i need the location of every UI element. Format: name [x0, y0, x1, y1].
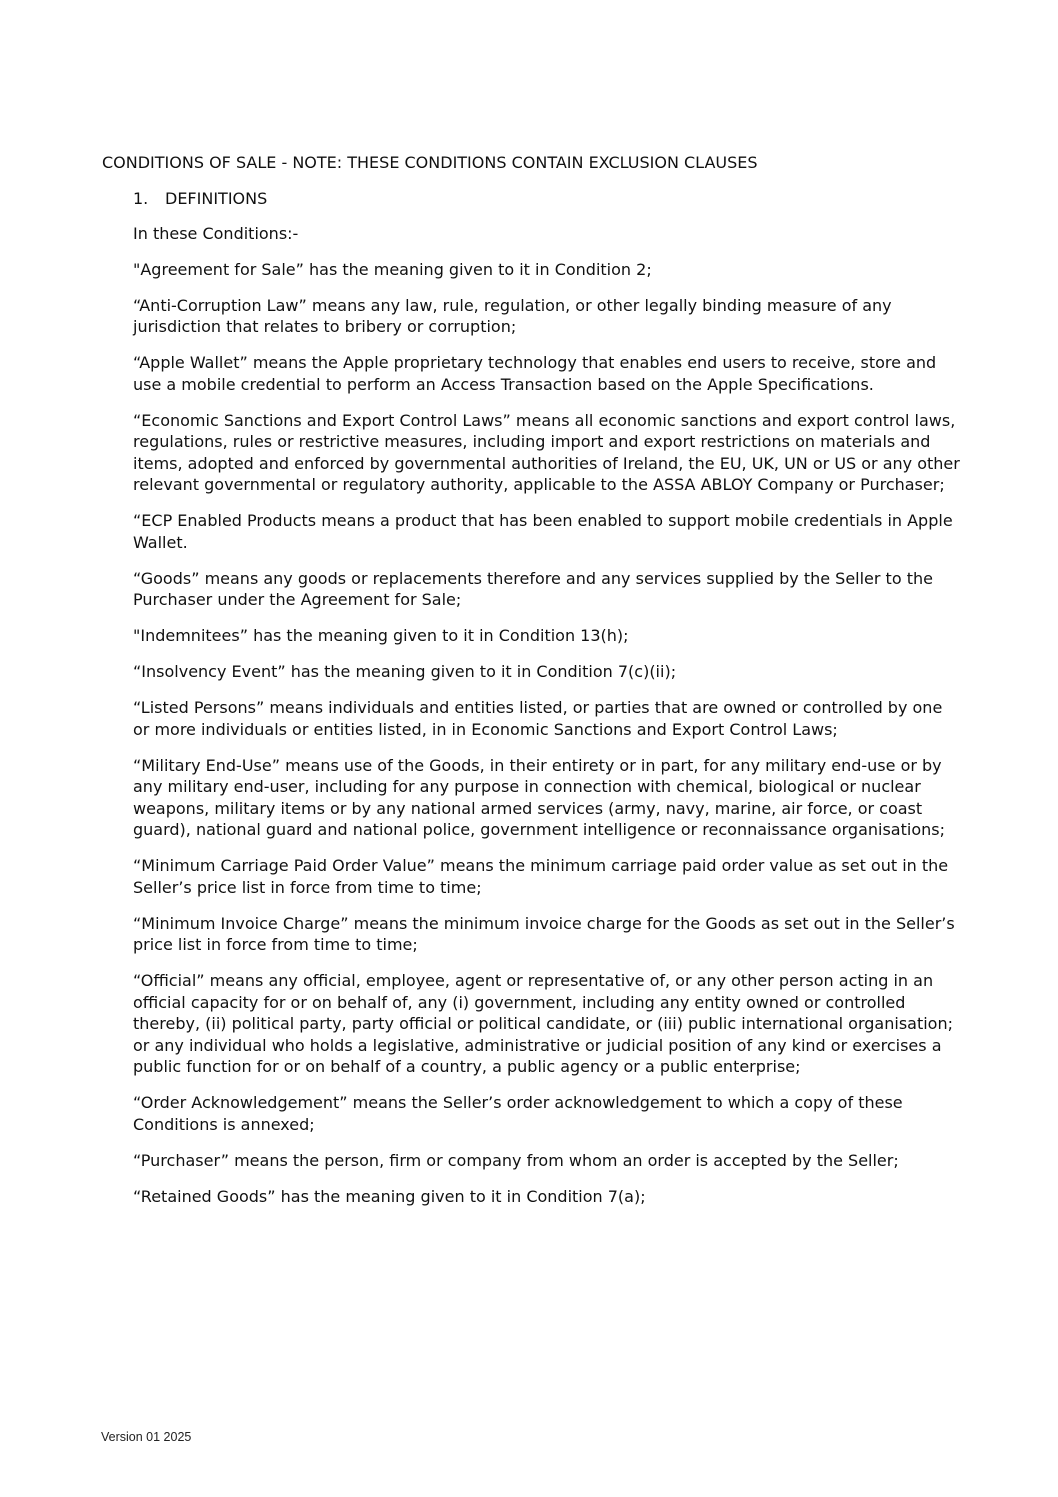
definition-minimum-carriage-paid-order-value: “Minimum Carriage Paid Order Value” means the minimum carriage paid order value as set out in the Seller’s price list in force from time to time; [133, 856, 949, 897]
section-heading [133, 188, 267, 209]
definition-goods: “Goods” means any goods or replacements therefore and any services supplied by the Seller to the Purchaser under the Agreement for Sale; [133, 568, 933, 609]
definition-retained-goods: “Retained Goods” has the meaning given to it in Condition 7(a); [133, 1186, 646, 1206]
definition-anti-corruption-law: “Anti-Corruption Law” means any law, rule, regulation, or other legally binding measure of any jurisdiction that relates to bribery or corruption; [133, 295, 892, 336]
document-title: CONDITIONS OF SALE - NOTE: THESE CONDITIONS CONTAIN EXCLUSION CLAUSES [102, 153, 758, 172]
definition-apple-wallet: “Apple Wallet” means the Apple proprietary technology that enables end users to receive, store and use a mobile credential to perform an Access Transaction based on the Apple Specifications. [133, 353, 937, 394]
definitions-body [133, 223, 963, 1222]
definition-minimum-invoice-charge: “Minimum Invoice Charge” means the minimum invoice charge for the Goods as set out in the Seller’s price list in force from time to time; [133, 913, 955, 954]
definition-purchaser: “Purchaser” means the person, firm or company from whom an order is accepted by the Seller; [133, 1150, 899, 1170]
definition-ecp-enabled-products: “ECP Enabled Products means a product that has been enabled to support mobile credentials in Apple Wallet. [133, 511, 953, 552]
section-title: DEFINITIONS [165, 189, 268, 208]
intro-paragraph: In these Conditions:- [133, 224, 299, 243]
section-number: 1. [133, 189, 149, 208]
definition-insolvency-event: “Insolvency Event” has the meaning given to it in Condition 7(c)(ii); [133, 662, 677, 681]
definition-listed-persons: “Listed Persons” means individuals and entities listed, or parties that are owned or controlled by one or more individuals or entities listed, in in Economic Sanctions and Export Control Laws; [133, 698, 943, 739]
definition-military-end-use: “Military End-Use” means use of the Goods, in their entirety or in part, for any military end-use or by any military end-user, including for any purpose in connection with chemical, biological or nuclear weapons, military items or by any national armed services (army, navy, marine, air force, or coast guard), national guard and national police, government intelligence or reconnaissance organisations; [133, 755, 945, 839]
definition-order-acknowledgement: “Order Acknowledgement” means the Seller’s order acknowledgement to which a copy of these Conditions is annexed; [133, 1093, 903, 1134]
version-footer: Version 01 2025 [101, 1430, 192, 1444]
definition-indemnitees: "Indemnitees” has the meaning given to it in Condition 13(h); [133, 626, 629, 645]
definition-official: “Official” means any official, employee, agent or representative of, or any other person acting in an official capacity for or on behalf of, any (i) government, including any entity owned or controlled thereby, (ii) political party, party official or political candidate, or (iii) public international organisation; or any individual who holds a legislative, administrative or judicial position of any kind or exercises a public function for or on behalf of a country, a public agency or a public enterprise; [133, 971, 953, 1076]
definition-economic-sanctions: “Economic Sanctions and Export Control Laws” means all economic sanctions and export control laws, regulations, rules or restrictive measures, including import and export restrictions on materials and items, adopted and enforced by governmental authorities of Ireland, the EU, UK, UN or US or any other relevant governmental or regulatory authority, applicable to the ASSA ABLOY Company or Purchaser; [133, 410, 960, 494]
definition-agreement-for-sale: "Agreement for Sale” has the meaning given to it in Condition 2; [133, 259, 652, 279]
